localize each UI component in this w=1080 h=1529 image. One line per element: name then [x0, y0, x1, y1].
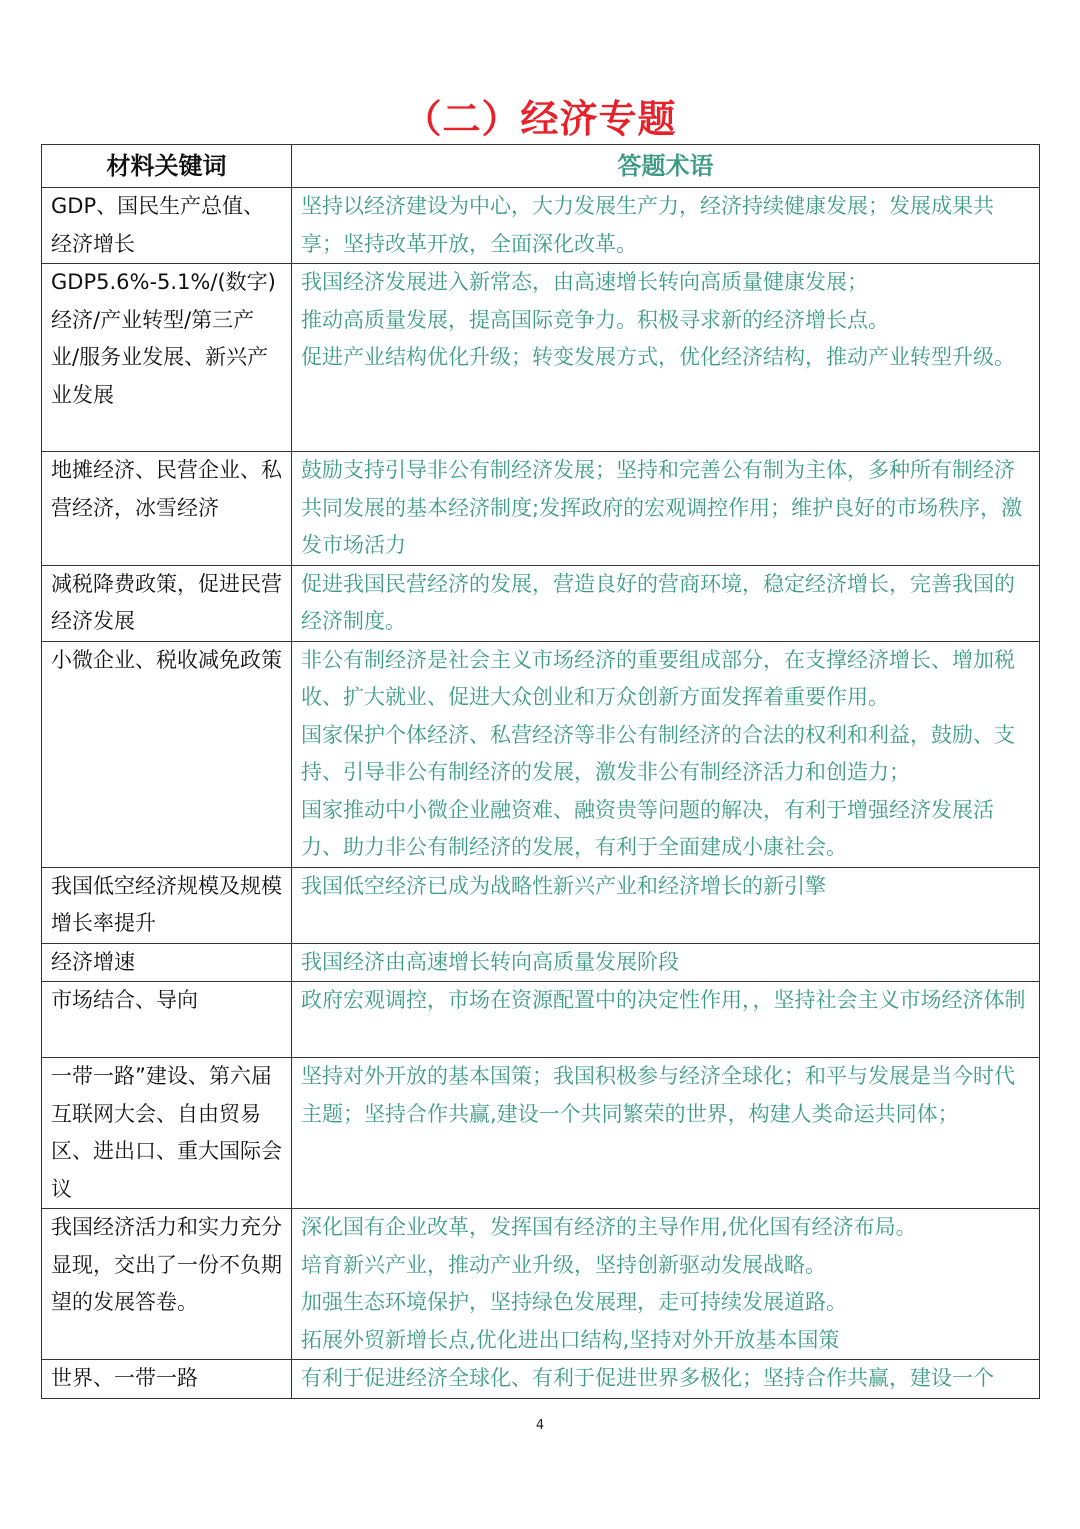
table-row — [42, 867, 1040, 943]
keyword-cell: 市场结合、导向 — [42, 982, 292, 1058]
answer-line: 深化国有企业改革，发挥国有经济的主导作用,优化国有经济布局。 — [301, 1215, 917, 1239]
page-number: 4 — [535, 1418, 545, 1433]
answer-cell — [292, 1209, 1040, 1360]
answer-cell — [292, 264, 1040, 452]
answer-cell — [292, 641, 1040, 867]
answer-line: 促进我国民营经济的发展，营造良好的营商环境，稳定经济增长，完善我国的经济制度。 — [301, 571, 1015, 633]
table-row — [42, 1360, 1040, 1399]
keyword-cell: 一带一路”建设、第六届互联网大会、自由贸易区、进出口、重大国际会议 — [42, 1058, 292, 1209]
table-row — [42, 982, 1040, 1058]
answer-cell — [292, 867, 1040, 943]
answer-cell — [292, 565, 1040, 641]
answer-line: 政府宏观调控，市场在资源配置中的决定性作用，，坚持社会主义市场经济体制 — [301, 988, 1026, 1012]
answer-line: 国家推动中小微企业融资难、融资贵等问题的解决，有利于增强经济发展活力、助力非公有制经济的发展，有利于全面建成小康社会。 — [301, 797, 994, 859]
table-header-row — [42, 145, 1040, 188]
answer-cell — [292, 452, 1040, 566]
answer-line: 坚持以经济建设为中心，大力发展生产力，经济持续健康发展；发展成果共享；坚持改革开放，全面深化改革。 — [301, 194, 994, 256]
answer-cell — [292, 1360, 1040, 1399]
keyword-cell: 小微企业、税收减免政策 — [42, 641, 292, 867]
table-row — [42, 452, 1040, 566]
answer-line: 我国低空经济已成为战略性新兴产业和经济增长的新引擎 — [301, 873, 826, 898]
answer-line: 加强生态环境保护，坚持绿色发展理，走可持续发展道路。 — [301, 1290, 847, 1314]
answer-line: 促进产业结构优化升级；转变发展方式，优化经济结构，推动产业转型升级。 — [301, 345, 1015, 369]
answer-line: 坚持对外开放的基本国策；我国积极参与经济全球化；和平与发展是当今时代主题；坚持合作共赢,建设一个共同繁荣的世界，构建人类命运共同体； — [301, 1064, 1015, 1126]
keyword-cell: 经济增速 — [42, 943, 292, 982]
answer-line: 我国经济由高速增长转向高质量发展阶段 — [301, 949, 679, 974]
answer-cell — [292, 1058, 1040, 1209]
answer-line: 我国经济发展进入新常态，由高速增长转向高质量健康发展； — [301, 270, 868, 294]
keyword-cell: 减税降费政策，促进民营经济发展 — [42, 565, 292, 641]
keyword-cell: GDP、国民生产总值、经济增长 — [42, 188, 292, 264]
answer-line: 拓展外贸新增长点,优化进出口结构,坚持对外开放基本国策 — [301, 1327, 840, 1352]
table-row — [42, 1058, 1040, 1209]
keyword-cell: 我国低空经济规模及规模增长率提升 — [42, 867, 292, 943]
answer-line: 国家保护个体经济、私营经济等非公有制经济的合法的权利和利益，鼓励、支持、引导非公有制经济的发展，激发非公有制经济活力和创造力； — [301, 722, 1015, 784]
header-keyword: 材料关键词 — [42, 145, 292, 188]
table-row — [42, 264, 1040, 452]
answer-cell — [292, 188, 1040, 264]
answer-cell — [292, 943, 1040, 982]
table-row — [42, 943, 1040, 982]
table-row — [42, 565, 1040, 641]
header-answer: 答题术语 — [292, 145, 1040, 188]
keyword-cell: GDP5.6%-5.1%/(数字)经济/产业转型/第三产业/服务业发展、新兴产业发展 — [42, 264, 292, 452]
answer-line: 鼓励支持引导非公有制经济发展；坚持和完善公有制为主体，多种所有制经济共同发展的基本经济制度;发挥政府的宏观调控作用；维护良好的市场秩序，激发市场活力 — [301, 458, 1023, 557]
answer-line: 推动高质量发展，提高国际竞争力。积极寻求新的经济增长点。 — [301, 307, 889, 332]
answer-line: 有利于促进经济全球化、有利于促进世界多极化；坚持合作共赢，建设一个 — [301, 1366, 994, 1390]
terms-table — [41, 144, 1040, 1399]
answer-line: 培育新兴产业，推动产业升级，坚持创新驱动发展战略。 — [301, 1252, 826, 1277]
table-row — [42, 641, 1040, 867]
answer-line: 非公有制经济是社会主义市场经济的重要组成部分，在支撑经济增长、增加税收、扩大就业、促进大众创业和万众创新方面发挥着重要作用。 — [301, 647, 1015, 709]
page-title: （二）经济专题 — [403, 97, 677, 141]
table-row — [42, 1209, 1040, 1360]
table-row — [42, 188, 1040, 264]
keyword-cell: 地摊经济、民营企业、私营经济，冰雪经济 — [42, 452, 292, 566]
keyword-cell: 我国经济活力和实力充分显现，交出了一份不负期望的发展答卷。 — [42, 1209, 292, 1360]
keyword-cell: 世界、一带一路 — [42, 1360, 292, 1399]
answer-cell — [292, 982, 1040, 1058]
